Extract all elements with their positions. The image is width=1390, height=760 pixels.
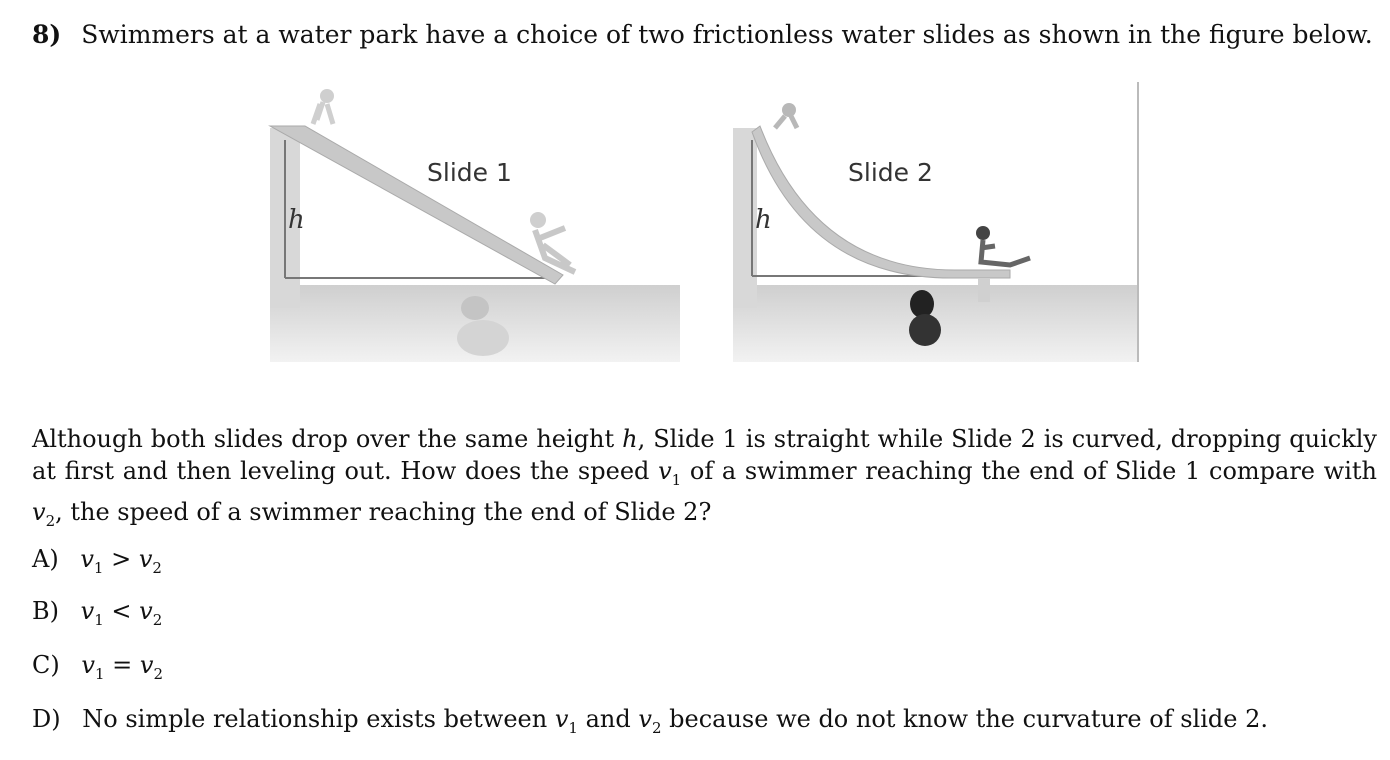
option-b[interactable]: [32, 597, 162, 629]
height-variable: h: [622, 425, 638, 453]
option-letter: A): [32, 545, 59, 573]
swimmer-icon: [313, 89, 334, 124]
subscript: 2: [45, 511, 56, 530]
question-text: Swimmers at a water park have a choice of two frictionless water slides as shown in the figure below.: [81, 20, 1373, 49]
speed-variable: v: [81, 651, 95, 679]
speed-variable: v: [638, 705, 652, 733]
question-number: 8): [32, 20, 62, 49]
slide-2-support: [978, 278, 990, 302]
option-text: because we do not know the curvature of slide 2.: [669, 705, 1268, 733]
slide-2-label: Slide 2: [848, 158, 933, 187]
height-label: h: [755, 205, 772, 235]
option-letter: D): [32, 705, 61, 733]
body-text: , Slide 1 is straight while Slide 2 is curved, dropping quickly at first and then leveling out. How does the speed: [32, 425, 1377, 485]
option-a[interactable]: [32, 545, 162, 577]
speed-variable: v: [658, 457, 672, 485]
subscript: 2: [153, 664, 163, 683]
speed-variable: v: [139, 651, 154, 679]
water-slides-figure: [265, 80, 1145, 365]
body-text: , the speed of a swimmer reaching the end of Slide 2?: [55, 497, 712, 526]
option-text: and: [585, 705, 631, 733]
relation-symbol: <: [111, 597, 132, 625]
speed-variable: v: [138, 545, 153, 573]
swimmer-icon: [775, 103, 797, 128]
slide-1-ramp: [270, 126, 563, 284]
question-body: [32, 423, 1377, 537]
slide-2-panel: [733, 82, 1138, 362]
question-header: [32, 20, 1373, 49]
speed-variable: v: [139, 597, 153, 625]
slide-2-ladder-post: [733, 128, 757, 308]
height-label: h: [288, 205, 305, 235]
option-letter: B): [32, 597, 59, 625]
slide-1-panel: [270, 89, 680, 362]
slide-2-curved-ramp: [752, 126, 1010, 278]
option-c[interactable]: [32, 651, 163, 683]
swimmer-icon: [976, 226, 1030, 265]
subscript: 2: [152, 558, 162, 577]
subscript: 1: [94, 610, 104, 629]
subscript: 1: [568, 718, 578, 737]
speed-variable: v: [32, 497, 46, 526]
subscript: 1: [671, 470, 682, 489]
subscript: 2: [651, 718, 662, 737]
body-text: Although both slides drop over the same height: [32, 425, 615, 453]
subscript: 1: [94, 664, 105, 683]
option-d[interactable]: [32, 705, 1268, 737]
slide-1-label: Slide 1: [427, 158, 512, 187]
relation-symbol: =: [112, 651, 133, 679]
speed-variable: v: [80, 597, 95, 625]
option-letter: C): [32, 651, 60, 679]
subscript: 2: [152, 610, 163, 629]
speed-variable: v: [554, 705, 569, 733]
speed-variable: v: [80, 545, 94, 573]
relation-symbol: >: [111, 545, 132, 573]
subscript: 1: [93, 558, 104, 577]
option-text: No simple relationship exists between: [82, 705, 548, 733]
body-text: of a swimmer reaching the end of Slide 1 compare with: [689, 457, 1377, 485]
